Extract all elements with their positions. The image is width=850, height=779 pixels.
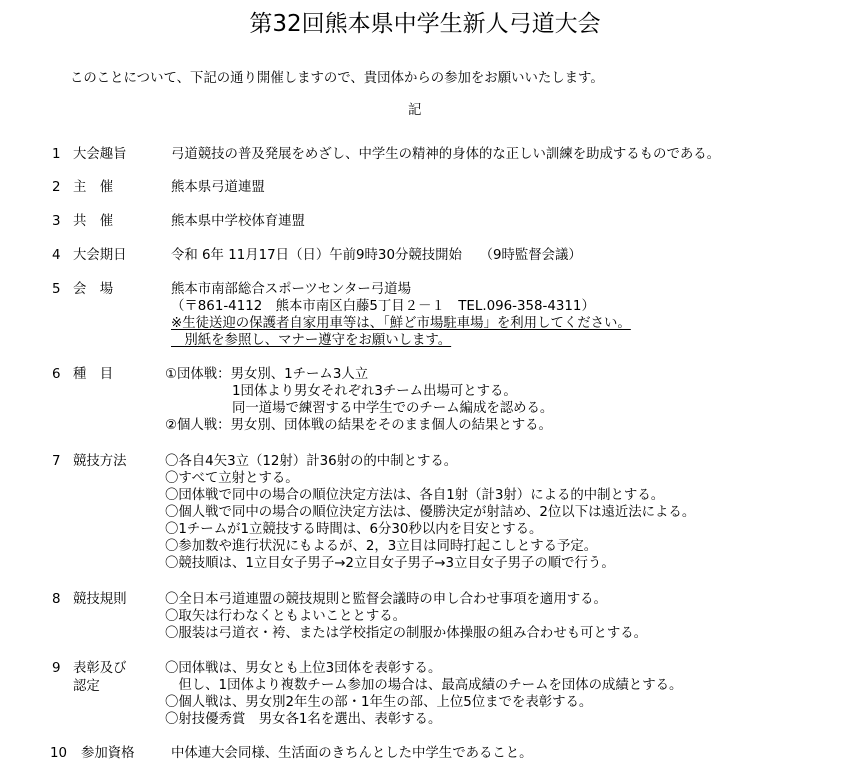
ki-heading: 記: [408, 103, 422, 118]
item-9-line-4: 〇射技優秀賞 男女各1名を選出、表彰する。: [165, 712, 442, 727]
item-6-line-1: ①団体戦：男女別、1チーム3人立: [165, 367, 369, 382]
item-7-line-4: 〇個人戦で同中の場合の順位決定方法は、優勝決定が射詰め、2位以下は遠近法による。: [165, 505, 696, 520]
item-8-label: 競技規則: [73, 592, 127, 607]
item-8-line-1: 〇全日本弓道連盟の競技規則と監督会議時の申し合わせ事項を適用する。: [165, 592, 607, 607]
intro-text: このことについて、下記の通り開催しますので、貴団体からの参加をお願いいたします。: [70, 71, 604, 86]
item-8-line-2: 〇取矢は行わなくともよいこととする。: [165, 609, 407, 624]
item-10-number: 10: [50, 746, 68, 761]
item-6-number: 6: [52, 367, 61, 382]
item-5-number: 5: [52, 282, 61, 297]
item-9-line-2: 但し、1団体より複数チーム参加の場合は、最高成績のチームを団体の成績とする。: [165, 678, 683, 693]
item-5-line-1: 熊本市南部総合スポーツセンター弓道場: [171, 282, 411, 297]
item-6-line-3: 同一道場で練習する中学生でのチーム編成を認める。: [165, 401, 554, 416]
item-7-line-7: 〇競技順は、1立目女子男子→2立目女子男子→3立目女子男子の順で行う。: [165, 556, 615, 571]
item-9-line-1: 〇団体戦は、男女とも上位3団体を表彰する。: [165, 661, 442, 676]
item-4-line-1: 令和 6年 11月17日（日）午前9時30分競技開始 （9時監督会議）: [171, 248, 582, 263]
item-7-line-1: 〇各自4矢3立（12射）計36射の的中制とする。: [165, 454, 458, 469]
item-7-line-3: 〇団体戦で同中の場合の順位決定方法は、各自1射（計3射）による的中制とする。: [165, 488, 665, 503]
item-5-line-4: 別紙を参照し、マナー遵守をお願いします。: [171, 333, 452, 348]
item-8-number: 8: [52, 592, 61, 607]
item-1-line-1: 弓道競技の普及発展をめざし、中学生の精神的身体的な正しい訓練を助成するものである。: [171, 147, 721, 162]
item-6-line-4: ②個人戦：男女別、団体戦の結果をそのまま個人の結果とする。: [165, 418, 552, 433]
item-10-label: 参加資格: [81, 746, 135, 761]
item-8-line-3: 〇服装は弓道衣・袴、または学校指定の制服か体操服の組み合わせも可とする。: [165, 626, 648, 641]
item-7-line-6: 〇参加数や進行状況にもよるが、2，3立目は同時打起こしとする予定。: [165, 539, 598, 554]
item-5-line-2: （〒861-4112 熊本市南区白藤5丁目２－１ TEL.096-358-4311）: [171, 299, 595, 314]
item-5-label: 会 場: [73, 282, 114, 297]
document-title: 第32回熊本県中学生新人弓道大会: [249, 11, 601, 37]
item-4-number: 4: [52, 248, 61, 263]
item-1-label: 大会趣旨: [73, 147, 127, 162]
item-2-label: 主 催: [73, 180, 114, 195]
item-9-line-3: 〇個人戦は、男女別2年生の部・1年生の部、上位5位までを表彰する。: [165, 695, 593, 710]
item-9-label: 表彰及び: [73, 661, 127, 676]
item-10-line-1: 中体連大会同様、生活面のきちんとした中学生であること。: [171, 746, 533, 761]
item-7-label: 競技方法: [73, 454, 127, 469]
item-5-line-3: ※生徒送迎の保護者自家用車等は、「鮮ど市場駐車場」を利用してください。: [171, 316, 631, 331]
item-9-label-line-2: 認定: [73, 679, 100, 694]
item-6-label: 種 目: [73, 367, 114, 382]
item-7-line-2: 〇すべて立射とする。: [165, 471, 299, 486]
item-3-label: 共 催: [73, 214, 114, 229]
item-3-line-1: 熊本県中学校体育連盟: [171, 214, 305, 229]
item-1-number: 1: [52, 147, 61, 162]
item-3-number: 3: [52, 214, 61, 229]
item-7-line-5: 〇1チームが1立競技する時間は、6分30秒以内を目安とする。: [165, 522, 543, 537]
item-9-number: 9: [52, 661, 61, 676]
item-7-number: 7: [52, 454, 61, 469]
item-4-label: 大会期日: [73, 248, 127, 263]
item-2-line-1: 熊本県弓道連盟: [171, 180, 265, 195]
item-2-number: 2: [52, 180, 61, 195]
item-6-line-2: 1団体より男女それぞれ3チーム出場可とする。: [165, 384, 517, 399]
